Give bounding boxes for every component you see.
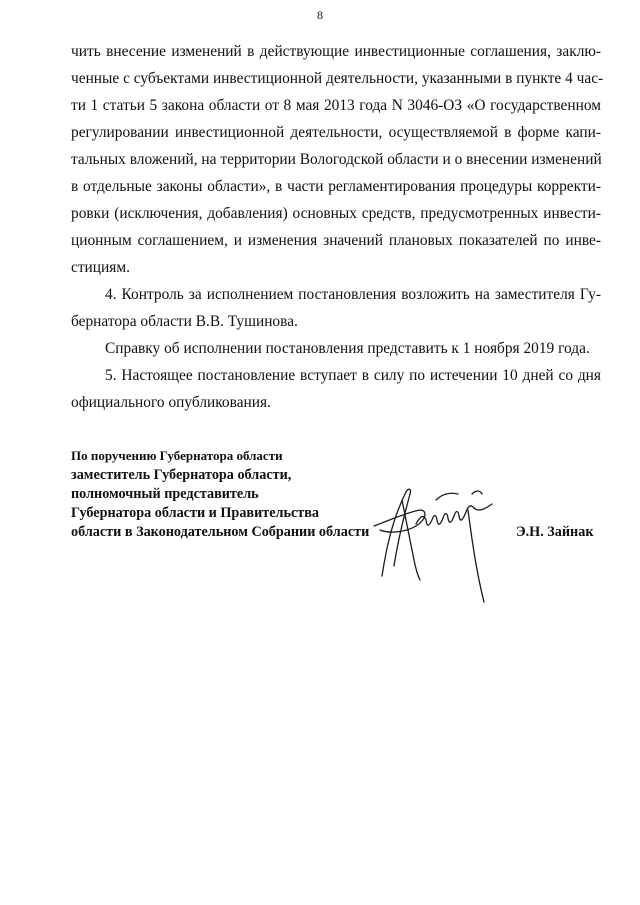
paragraph-line: 4. Контроль за исполнением постановления возложить на заместителя Гу- bbox=[105, 286, 601, 303]
paragraph-line: регулировании инвестиционной деятельности, осуществляемой в форме капи- bbox=[71, 124, 601, 141]
paragraph-line: ровки (исключения, добавления) основных средств, предусмотренных инвести- bbox=[71, 205, 601, 222]
paragraph-line: официального опубликования. bbox=[71, 394, 271, 411]
on-behalf-line: По поручению Губернатора области bbox=[71, 448, 283, 463]
page-number: 8 bbox=[317, 8, 323, 22]
paragraph-line: бернатора области В.В. Тушинова. bbox=[71, 313, 298, 330]
paragraph-line: ченные с субъектами инвестиционной деятельности, указанными в пункте 4 час- bbox=[71, 70, 604, 87]
signatory-title-line: полномочный представитель bbox=[71, 486, 259, 502]
paragraph-line: тальных вложений, на территории Вологодской области и о внесении изменений bbox=[71, 151, 602, 168]
paragraph-line: чить внесение изменений в действующие инвестиционные соглашения, заклю- bbox=[71, 43, 601, 60]
paragraph-line: Справку об исполнении постановления представить к 1 ноября 2019 года. bbox=[105, 340, 590, 357]
paragraph-line: ти 1 статьи 5 закона области от 8 мая 2013 года N 3046-ОЗ «О государственном bbox=[71, 97, 601, 114]
paragraph-line: в отдельные законы области», в части регламентирования процедуры корректи- bbox=[71, 178, 601, 195]
signatory-title-line: заместитель Губернатора области, bbox=[71, 467, 292, 483]
signatory-title-line: области в Законодательном Собрании области bbox=[71, 524, 370, 540]
paragraph-line: 5. Настоящее постановление вступает в силу по истечении 10 дней со дня bbox=[105, 367, 601, 384]
signatory-name: Э.Н. Зайнак bbox=[516, 524, 594, 540]
paragraph-line: ционным соглашением, и изменения значений плановых показателей по инве- bbox=[71, 232, 601, 249]
paragraph-line: стициям. bbox=[71, 259, 130, 276]
signatory-title-line: Губернатора области и Правительства bbox=[71, 505, 319, 521]
handwritten-signature bbox=[372, 480, 512, 620]
